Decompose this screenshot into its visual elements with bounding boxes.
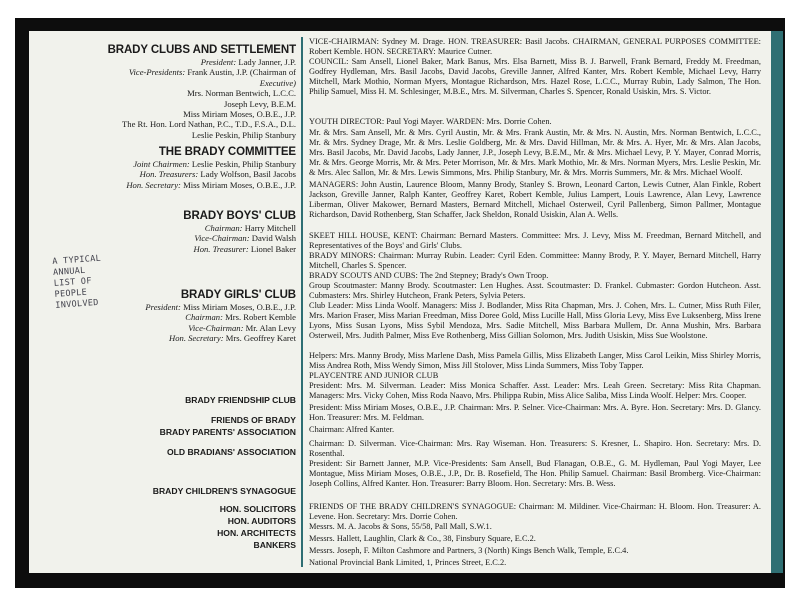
column-divider [301, 37, 303, 567]
officer-line: Hon. Secretary: Miss Miriam Moses, O.B.E., J.P. [126, 179, 296, 190]
document-page [29, 31, 771, 573]
officer-line: Joint Chairmen: Leslie Peskin, Philip Stanbury [133, 159, 296, 169]
officer-line: Miss Miriam Moses, O.B.E., J.P. [183, 109, 296, 120]
heading-playcentre: PLAYCENTRE AND JUNIOR CLUB [309, 371, 439, 380]
value-hon-solicitors: Messrs. M. A. Jacobs & Sons, 55/58, Pall Mall, S.W.1. [309, 522, 492, 531]
handwritten-note: A TYPICAL ANNUAL LIST OF PEOPLE INVOLVED [52, 253, 102, 311]
heading-girls-club: BRADY GIRLS' CLUB [180, 289, 296, 301]
officer-line: President: Miss Miriam Moses, O.B.E., J.P. [145, 302, 296, 312]
officer-line: Vice-Chairman: David Walsh [194, 233, 296, 244]
value-hon-auditors: Messrs. Hallett, Laughlin, Clark & Co., 38, Finsbury Square, E.C.2. [309, 534, 536, 543]
para-scouts: BRADY SCOUTS AND CUBS: The 2nd Stepney; Brady's Own Troop. [309, 271, 549, 280]
heading-hon-solicitors: HON. SOLICITORS [219, 504, 296, 514]
para-brady-minors: BRADY MINORS: Chairman: Murray Rubin. Leader: Cyril Eden. Committee: Manny Brody, P. Y. Mayer, Bernard Mitchell, Harry Mitchell, Charles S. Spencer. [309, 251, 761, 270]
officer-line: Mrs. Norman Bentwich, L.C.C. [187, 88, 296, 99]
officer-line: Chairman: Harry Mitchell [204, 223, 296, 233]
officer-line: The Rt. Hon. Lord Nathan, P.C., T.D., F.S.A., D.L. [122, 119, 296, 130]
heading-friends-of-brady: FRIENDS OF BRADY [211, 415, 296, 425]
para-girls-helpers: Helpers: Mrs. Manny Brody, Miss Marlene Dash, Miss Pamela Gillis, Miss Elizabeth Langer, Miss Carol Leikin, Miss Shirley Morris, Miss Andrea Roth, Miss Wendy Simon, Miss Jill Stolover, Miss Linda Summers, Miss Toby Tapper. [309, 351, 761, 370]
para-committee-members: Mr. & Mrs. Sam Ansell, Mr. & Mrs. Cyril Austin, Mr. & Mrs. Frank Austin, Mr. & Mrs. N. Austin, Mrs. Norman Bentwich, L.C.C., Mr. & Mrs. Sydney Drage, Mr. & Mrs. Leslie Goldberg, Mr. & Mrs. David Hillman, Mr. & Mrs. A. Hyer, Mr. & Mrs. Alan Jacobs, Mrs. Basil Jacobs, Mr. David Jacobs, Lady Janner, J.P., Joseph Levy, B.E.M., Mr. & Mrs. Michael Levy, P. Y. Mayer, Conrad Morris, Mr. & Mrs. George Morris, Mr. & Mrs. Peter Morrison, Mr. & Mrs. Mark Mothio, Mr. & Mrs. Norman Myers, Mrs. Leslie Peskin, Mr. & Mrs. Alec Sallon, Mr. & Mrs. Lewis Simmons, Mrs. Philip Stanbury, Mr. & Mrs. Morris Summers, Mr. & Mrs. Michael Woolf. [309, 128, 761, 177]
para-youth-director: YOUTH DIRECTOR: Paul Yogi Mayer. WARDEN: Mrs. Dorrie Cohen. [309, 117, 552, 126]
officer-line: Chairman: Mrs. Robert Kemble [185, 312, 296, 323]
officer-line: Hon. Treasurer: Lionel Baker [193, 243, 296, 254]
officer-line: Joseph Levy, B.E.M. [223, 98, 296, 109]
heading-hon-auditors: HON. AUDITORS [227, 516, 296, 526]
section-girls-club [145, 289, 296, 344]
para-playcentre: President: Mrs. M. Silverman. Leader: Miss Monica Schaffer. Asst. Leader: Mrs. Leah Green. Secretary: Miss Rita Chapman. Managers: Mrs. Vicky Cohen, Miss Roda Naavo, Mrs. Philippa Rubin, Miss Alice Saliba, Miss Linda Woolf. Helper: Mrs. Cooper. [309, 381, 761, 400]
cover-edge-strip [771, 31, 783, 573]
heading-parents-association: BRADY PARENTS' ASSOCIATION [159, 427, 296, 437]
para-old-bradians: President: Sir Barnett Janner, M.P. Vice-Presidents: Sam Ansell, Bud Flanagan, O.B.E., G. M. Hydleman, Paul Yogi Mayer, Lee Montague, Miss Miriam Moses, O.B.E., J.P., Dr. B. Rosefield, The Hon. Philip Samuel. Chairman: Basil Bromberg. Vice-Chairman: Joseph Collins, Alfred Kanter. Hon. Treasurer: Barry Bloom. Hon. Secretary: Mrs. B. Wess. [309, 459, 761, 488]
para-friendship-club: President: Miss Miriam Moses, O.B.E., J.P. Chairman: Mrs. P. Selner. Vice-Chairman: Mrs. A. Byre. Hon. Secretary: Mrs. D. Glancy. Hon. Treasurer: Mrs. M. Feldman. [309, 403, 761, 422]
para-council: COUNCIL: Sam Ansell, Lionel Baker, Mark Banus, Mrs. Elsa Barnett, Miss B. J. Barwell, Frank Bernard, Freddy M. Freedman, Godfrey Hydleman, Mrs. Basil Jacobs, David Jacobs, Greville Janner, Alfred Kanter, Mrs. Robert Kemble, Michael Levy, Harry Mitchell, Mark Mothio, Norman Myers, Montague Richardson, Mrs. Hazel Rose, L.C.C., Murray Rubin, Lady Salmon, The Hon. Philip Samuel, Miss H. M. Schlesinger, M.B.E., Mrs. M. Silverman, Charles S. Spencer, Ronald Usiskin, Mrs. S. Victor. [309, 57, 761, 96]
officer-line: President: Lady Janner, J.P. [200, 57, 296, 67]
heading-friendship-club: BRADY FRIENDSHIP CLUB [185, 395, 296, 405]
officer-line: Vice-Presidents: Frank Austin, J.P. (Chairman of [128, 67, 296, 78]
heading-brady-clubs: BRADY CLUBS AND SETTLEMENT [107, 44, 296, 56]
heading-boys-club: BRADY BOYS' CLUB [183, 210, 296, 222]
officer-line: Vice-Chairman: Mr. Alan Levy [188, 322, 296, 333]
heading-old-bradians: OLD BRADIANS' ASSOCIATION [166, 447, 296, 457]
para-parents-association: Chairman: D. Silverman. Vice-Chairman: Mrs. Ray Wiseman. Hon. Treasurers: S. Kresner, L. Shapiro. Hon. Secretary: Mrs. D. Rosenthal. [309, 439, 761, 458]
para-girls-managers: Club Leader: Miss Linda Woolf. Managers: Miss J. Bodlander, Miss Rita Chapman, Mrs. J. Cohen, Mrs. L. Cutner, Miss Ruth Filer, Mrs. Marion Fraser, Miss Marian Freedman, Miss Doree Gold, Miss Lucille Hall, Miss Gloria Levy, Miss Eve Luksenberg, Miss Irene Lyons, Miss Susan Lyons, Miss Sybil Mendoza, Mrs. Sadie Mitchell, Miss Barbara Mullem, Dr. Anna Mushin, Mrs. Barbara Osterweil, Mrs. Judith Palmer, Miss Eve Rothenberg, Miss Gillian Solomon, Mrs. Judith Usiskin, Miss Sue Woolstone. [309, 301, 761, 340]
para-friends-of-brady: Chairman: Alfred Kanter. [309, 425, 395, 434]
para-boys-managers: MANAGERS: John Austin, Laurence Bloom, Manny Brody, Stanley S. Brown, Leonard Carton, Lewis Cutner, Alan Finkle, Robert Jackson, Greville Janner, Ralph Kanter, Geoffrey Karet, Robert Kemble, Julius Lampert, Louis Lawrence, Alan Levy, Lawrence Liberman, Oliver Makower, Bernard Masters, Bernard Mitchell, Michael Osterweil, Cyril Pallenberg, Simon Pallmer, Montague Richardson, David Rothenberg, Stan Schaffer, Jack Sheldon, Ronald Usiskin, Alan A. Wells. [309, 180, 761, 219]
heading-bankers: BANKERS [253, 540, 296, 550]
para-synagogue-friends: FRIENDS OF THE BRADY CHILDREN'S SYNAGOGUE: Chairman: M. Mildiner. Vice-Chairman: H. Bloom. Hon. Treasurer: A. Levene. Hon. Secretary: Mrs. Dorrie Cohen. [309, 502, 761, 521]
officer-line: Executive) [259, 77, 296, 88]
value-hon-architects: Messrs. Joseph, F. Milton Cashmore and Partners, 3 (North) Kings Bench Walk, Temple, E.C.4. [309, 546, 629, 555]
heading-childrens-synagogue: BRADY CHILDREN'S SYNAGOGUE [152, 486, 296, 496]
para-scoutmasters: Group Scoutmaster: Manny Brody. Scoutmaster: Len Hughes. Asst. Scoutmaster: D. Frankel. Cubmaster: Gordon Hutcheon. Asst. Cubmasters: Mrs. Shirley Hutcheon, Frank Peters, Sylvia Peters. [309, 281, 761, 300]
section-boys-club [183, 210, 296, 254]
value-bankers: National Provincial Bank Limited, 1, Princes Street, E.C.2. [309, 558, 507, 567]
left-column [29, 31, 298, 573]
officer-line: Leslie Peskin, Philip Stanbury [191, 129, 296, 140]
para-officers: VICE-CHAIRMAN: Sydney M. Drage. HON. TREASURER: Basil Jacobs. CHAIRMAN, GENERAL PURPOSES COMMITTEE: Robert Kemble. HON. SECRETARY: Maurice Cutner. [309, 37, 761, 56]
section-brady-clubs [108, 44, 296, 140]
right-column [309, 35, 761, 567]
heading-hon-architects: HON. ARCHITECTS [217, 528, 296, 538]
section-brady-committee [126, 146, 296, 190]
officer-line: Hon. Secretary: Mrs. Geoffrey Karet [169, 333, 296, 344]
heading-brady-committee: THE BRADY COMMITTEE [158, 146, 296, 158]
para-skeet-hill: SKEET HILL HOUSE, KENT: Chairman: Bernard Masters. Committee: Mrs. J. Levy, Miss M. Freedman, Bernard Mitchell, and Representatives of the Boys' and Girls' Clubs. [309, 231, 761, 250]
officer-line: Hon. Treasurers: Lady Wolfson, Basil Jacobs [139, 169, 296, 180]
